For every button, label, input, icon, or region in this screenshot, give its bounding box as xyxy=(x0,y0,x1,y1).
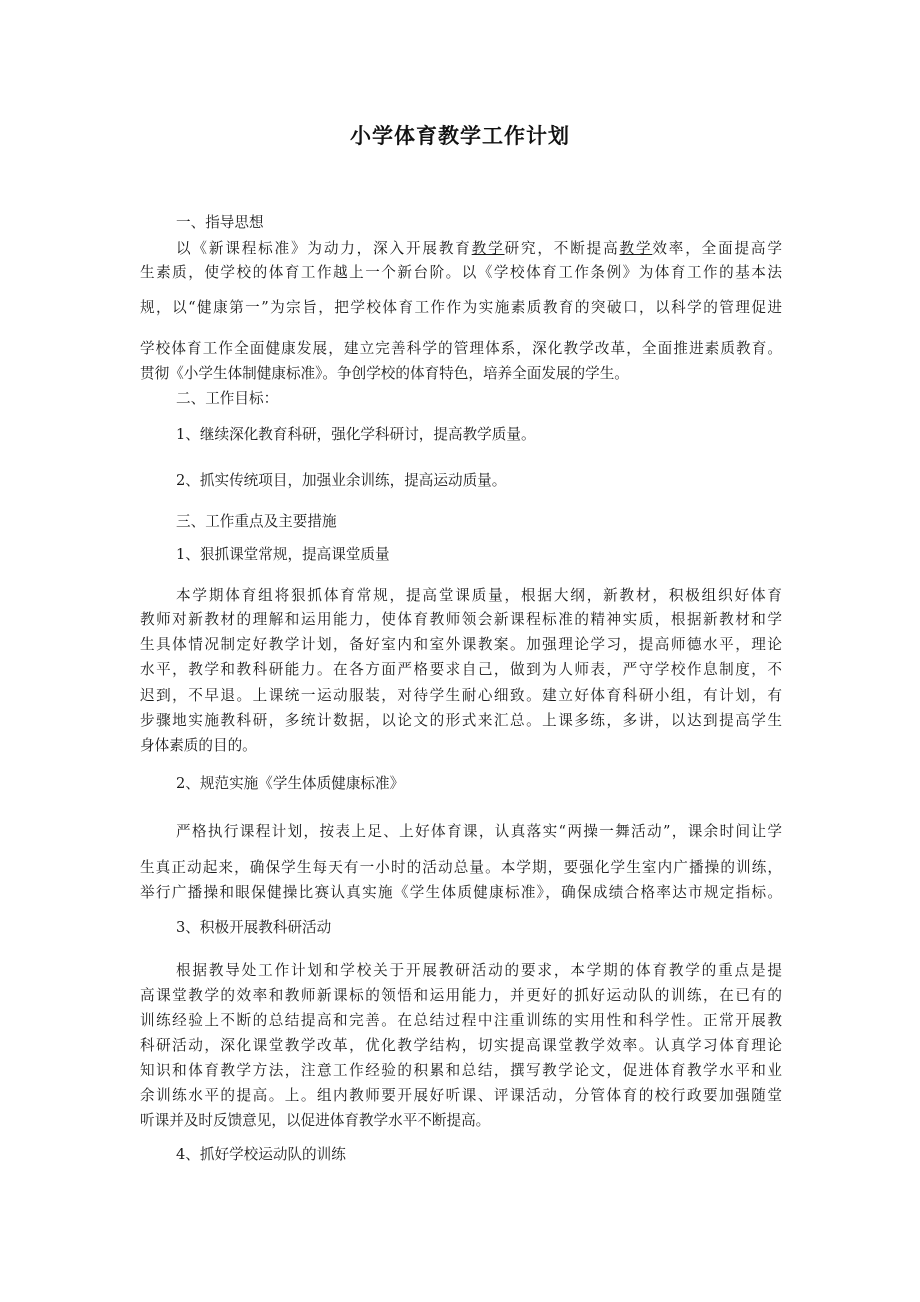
paragraph-line: 教师对新教材的理解和运用能力，使体育教师领会新课程标准的精神实质，根据新教材和学 xyxy=(140,611,782,628)
paragraph-line: 生真正动起来，确保学生每天有一小时的活动总量。本学期，要强化学生室内广播操的训练， xyxy=(140,859,782,876)
paragraph-line: 余训练水平的提高。上。组内教师要开展好听课、评课活动，分管体育的校行政要加强随堂 xyxy=(140,1087,782,1104)
text-run: 效率，全面提高学 xyxy=(652,240,782,257)
document-title: 小学体育教学工作计划 xyxy=(350,124,570,148)
paragraph-line: 学校体育工作全面健康发展，建立完善科学的管理体系，深化教学改革，全面推进素质教育。 xyxy=(140,340,782,357)
paragraph-line xyxy=(176,239,782,259)
goal-item: 2、抓实传统项目，加强业余训练，提高运动质量。 xyxy=(176,472,507,489)
section-heading-key-measures: 三、工作重点及主要措施 xyxy=(176,513,337,530)
underlined-word: 教学 xyxy=(619,240,653,257)
section-heading-guiding-ideology: 一、指导思想 xyxy=(176,214,264,231)
paragraph-line: 迟到，不早退。上课统一运动服装，对待学生耐心细致。建立好体育科研小组，有计划，有 xyxy=(140,687,782,704)
paragraph-line: 训练经验上不断的总结提高和完善。在总结过程中注重训练的实用性和科学性。正常开展教 xyxy=(140,1012,782,1029)
paragraph-line: 生素质，使学校的体育工作越上一个新台阶。以《学校体育工作条例》为体育工作的基本法 xyxy=(140,264,782,281)
paragraph-line: 本学期体育组将狠抓体育常规，提高堂课质量，根据大纲，新教材，积极组织好体育 xyxy=(176,587,782,604)
section-heading-work-goals: 二、工作目标： xyxy=(176,390,279,407)
subsection-heading: 3、积极开展教科研活动 xyxy=(176,919,332,936)
goal-item: 1、继续深化教育科研，强化学科研讨，提高教学质量。 xyxy=(176,426,536,443)
paragraph-line: 科研活动，深化课堂教学改革，优化教学结构，切实提高课堂教学效率。认真学习体育理论 xyxy=(140,1037,782,1054)
paragraph-line: 贯彻《小学生体制健康标准》。争创学校的体育特色，培养全面发展的学生。 xyxy=(140,365,629,382)
paragraph-line: 听课并及时反馈意见，以促进体育教学水平不断提高。 xyxy=(140,1112,491,1129)
subsection-heading: 1、狠抓课堂常规，提高课堂质量 xyxy=(176,546,390,563)
paragraph-line: 步骤地实施教科研，多统计数据，以论文的形式来汇总。上课多练，多讲，以达到提高学生 xyxy=(140,712,782,729)
paragraph-line: 根据教导处工作计划和学校关于开展教研活动的要求，本学期的体育教学的重点是提 xyxy=(176,962,782,979)
paragraph-line: 规，以“健康第一”为宗旨，把学校体育工作作为实施素质教育的突破口，以科学的管理促进 xyxy=(140,299,782,316)
paragraph-line: 身体素质的目的。 xyxy=(140,737,257,754)
paragraph-line: 知识和体育教学方法，注意工作经验的积累和总结，撰写教学论文，促进体育教学水平和业 xyxy=(140,1062,782,1079)
text-run: 以《新课程标准》为动力，深入开展教育 xyxy=(176,240,472,257)
subsection-heading: 2、规范实施《学生体质健康标准》 xyxy=(176,775,405,792)
paragraph-line: 水平，教学和教科研能力。在各方面严格要求自己，做到为人师表，严守学校作息制度，不 xyxy=(140,661,782,678)
paragraph-line: 举行广播操和眼保健操比赛认真实施《学生体质健康标准》，确保成绩合格率达市规定指标。 xyxy=(140,884,782,901)
paragraph-line: 严格执行课程计划，按表上足、上好体育课，认真落实“两操一舞活动”，课余时间让学 xyxy=(176,823,782,840)
text-run: 研究，不断提高 xyxy=(504,240,620,257)
subsection-heading: 4、抓好学校运动队的训练 xyxy=(176,1146,346,1163)
underlined-word: 教学 xyxy=(471,240,505,257)
paragraph-line: 高课堂教学的效率和教师新课标的领悟和运用能力，并更好的抓好运动队的训练，在已有的 xyxy=(140,987,782,1004)
paragraph-line: 生具体情况制定好教学计划，备好室内和室外课教案。加强理论学习，提高师德水平，理论 xyxy=(140,636,782,653)
